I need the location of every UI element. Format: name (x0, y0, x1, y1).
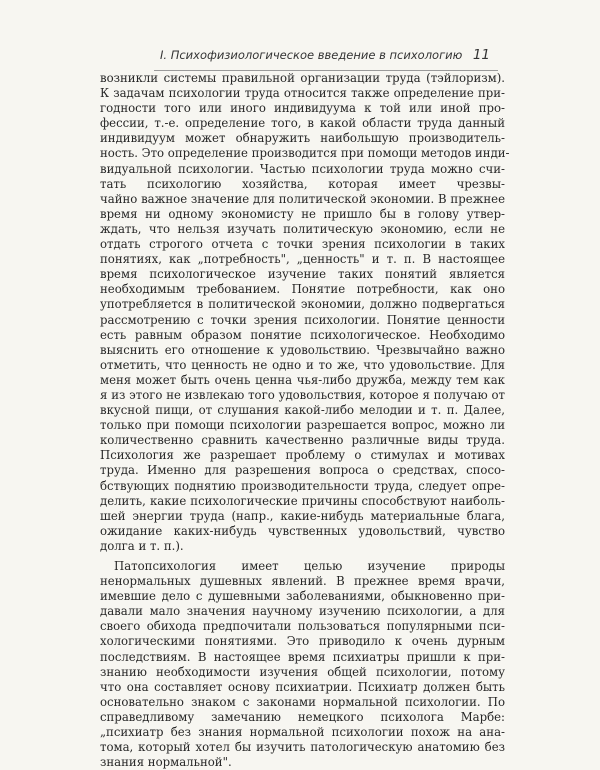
text-line: выяснить его отношение к удовольствию. Чрезвычайно важно (100, 342, 505, 357)
text-line: основательно знаком с законами нормальной психологии. По (100, 694, 505, 709)
text-line: бствующих поднятию производительности труда, следует опре- (100, 478, 505, 493)
text-line: чайно важное значение для политической экономии. В прежнее (100, 191, 505, 206)
text-line: справедливому замечанию немецкого психолога Марбе: (100, 709, 505, 724)
text-line: тома, который хотел бы изучить патологическую анатомию без (100, 740, 505, 755)
running-title: I. Психофизиологическое введение в психологию (160, 48, 463, 62)
text-line: индивидуум может обнаружить наибольшую производитель- (100, 131, 505, 146)
text-line: есть равным образом понятие психологическое. Необходимо (100, 327, 505, 342)
text-line: видуальной психологии. Частью психологии труда можно счи- (100, 161, 505, 176)
text-line: что она составляет основу психиатрии. Психиатр должен быть (100, 679, 505, 694)
running-head (160, 48, 490, 68)
text-line: давали мало значения научному изучению психологии, а для (100, 604, 505, 619)
text-line: шей энергии труда (напр., какие-нибудь материальные блага, (100, 508, 505, 523)
text-line: время ни одному экономисту не пришло бы в голову утвер- (100, 206, 505, 221)
text-line: последствиям. В настоящее время психиатры пришли к при- (100, 649, 505, 664)
text-line: фессии, т.-е. определение того, в какой области труда данный (100, 116, 505, 131)
text-line: только при помощи психологии разрешается вопрос, можно ли (100, 418, 505, 433)
text-line: своего обихода предпочитали пользоваться популярными пси- (100, 619, 505, 634)
text-line: знания нормальной". (100, 755, 232, 770)
text-line: меня может быть очень ценна чья-либо дружба, между тем как (100, 372, 505, 387)
text-line: понятиях, как „потребность", „ценность" и т. п. В настоящее (100, 252, 505, 267)
text-line: К задачам психологии труда относится также определение при- (100, 86, 505, 101)
text-line: количественно сравнить качественно различные виды труда. (100, 433, 505, 448)
paragraph-pathopsychology (100, 559, 505, 770)
text-line: вкусной пищи, от слушания какой-либо мелодии и т. п. Далее, (100, 403, 505, 418)
text-line: „психиатр без знания нормальной психологии похож на ана- (100, 725, 505, 740)
text-line: отдать строгого отчета с точки зрения психологии в таких (100, 237, 505, 252)
paragraph-labor-psychology (100, 71, 510, 554)
text-line: делить, какие психологические причины способствуют наиболь- (100, 493, 505, 508)
text-line: ность. Это определение производится при помощи методов инди- (100, 146, 510, 161)
text-line: ждать, что нельзя изучать политическую экономию, если не (100, 221, 505, 236)
text-line: долга и т. п.). (100, 538, 184, 553)
text-line: труда. Именно для разрешения вопроса о средствах, спосо- (100, 463, 505, 478)
text-line: ожидание каких-нибудь чувственных удовольствий, чувство (100, 523, 505, 538)
page-number: 11 (472, 47, 490, 63)
text-line: необходимым требованием. Понятие потребности, как оно (100, 282, 505, 297)
text-line: рассмотрению с точки зрения психологии. Понятие ценности (100, 312, 505, 327)
body-text (100, 71, 510, 770)
text-line: возникли системы правильной организации труда (тэйлоризм). (100, 71, 505, 85)
text-line: годности того или иного индивидуума к той или иной про- (100, 101, 505, 116)
text-line: ненормальных душевных явлений. В прежнее время врачи, (100, 574, 505, 589)
text-line: время психологическое изучение таких понятий является (100, 267, 505, 282)
text-line: знанию необходимости изучения общей психологии, потому (100, 664, 505, 679)
text-line: я из этого не извлекаю того удовольствия, которое я получаю от (100, 387, 505, 402)
text-line: имевшие дело с душевными заболеваниями, обыкновенно при- (100, 589, 505, 604)
text-line: употребляется в политической экономии, должно подвергаться (100, 297, 505, 312)
text-line: отметить, что ценность не одно и то же, что удовольствие. Для (100, 357, 505, 372)
text-line: хологическими понятиями. Это приводило к очень дурным (100, 634, 505, 649)
text-line: Психология же разрешает проблему о стимулах и мотивах (100, 448, 505, 463)
text-line: тать психологию хозяйства, которая имеет чрезвы- (100, 176, 505, 191)
text-line: Патопсихология имеет целью изучение природы (114, 559, 505, 573)
